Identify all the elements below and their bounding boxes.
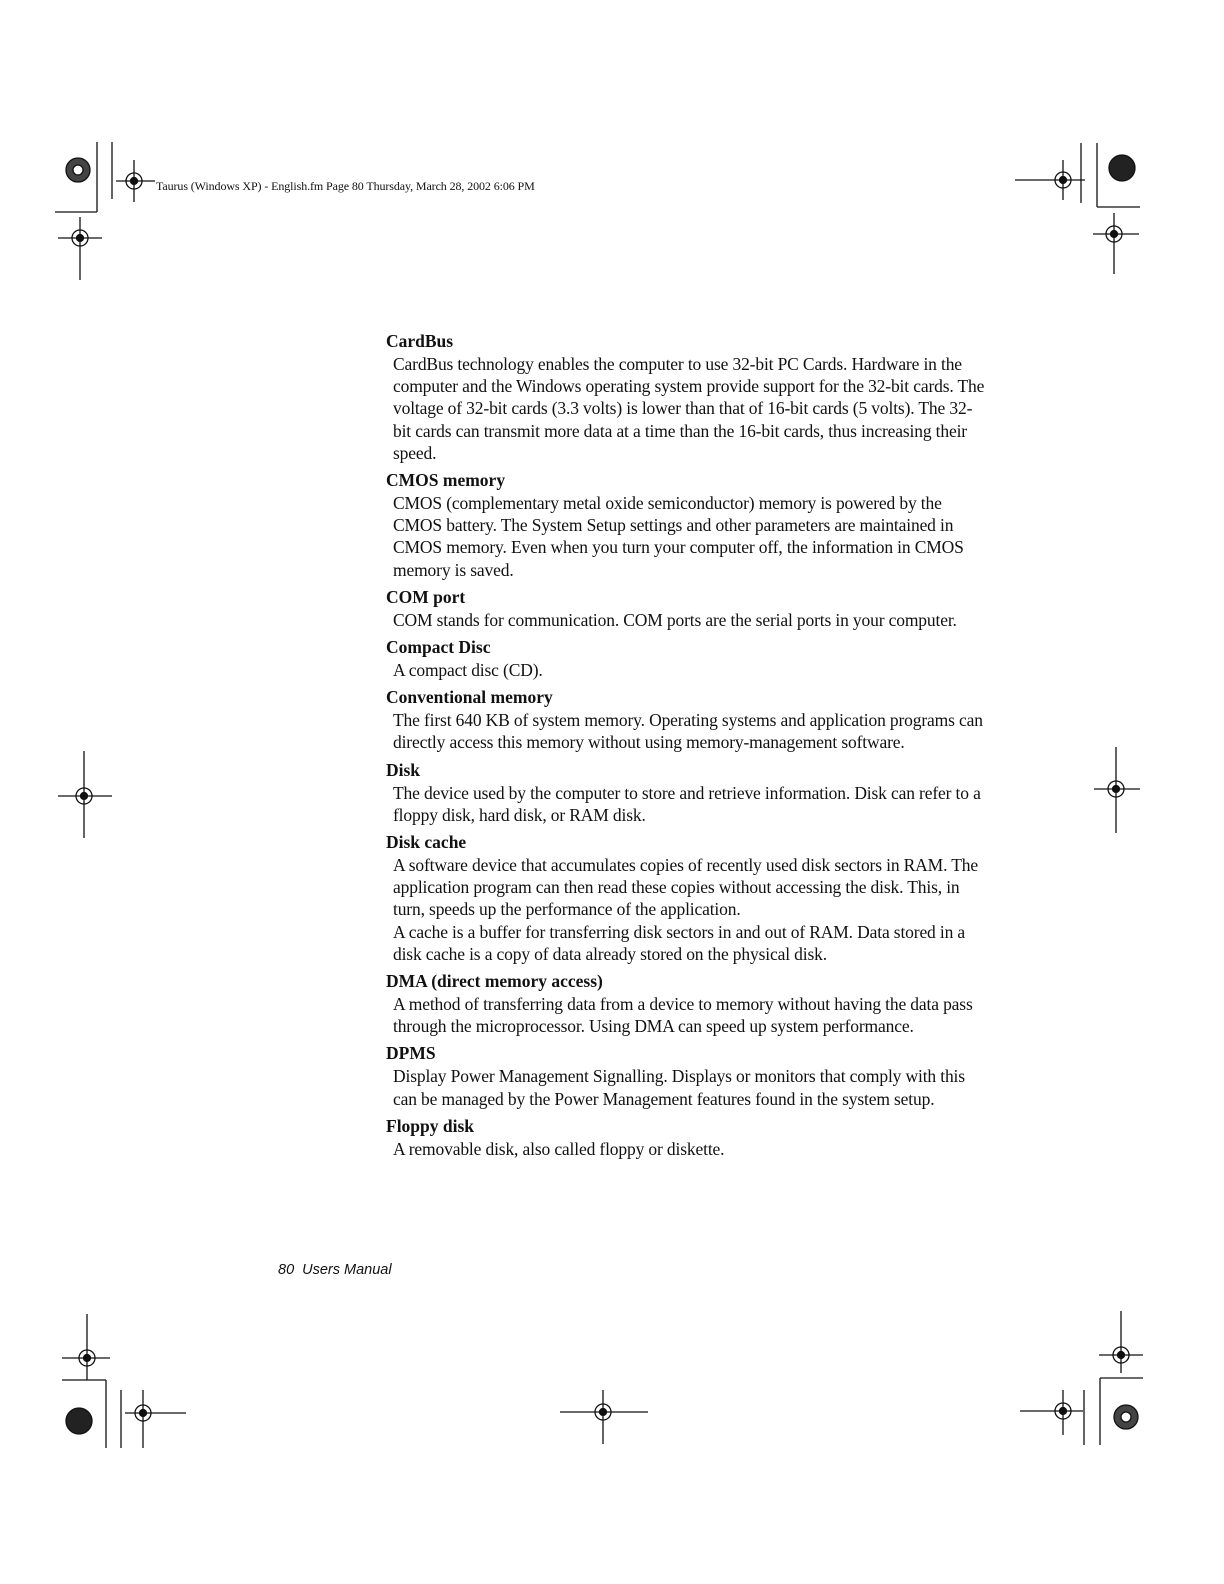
page-footer <box>278 1262 392 1278</box>
solid-circle-mark-icon <box>66 1408 92 1434</box>
glossary-term: CMOS memory <box>386 470 506 491</box>
glossary-definition: CMOS (complementary metal oxide semiconductor) memory is powered by the CMOS battery. The System Setup settings and other parameters are maintained in CMOS memory. Even when you turn your computer off, the information in CMOS memory is saved. <box>393 493 964 580</box>
glossary-entry <box>386 831 986 965</box>
crosshair-icon <box>58 217 102 280</box>
glossary-entry <box>386 1115 986 1160</box>
glossary-definition: COM stands for communication. COM ports are the serial ports in your computer. <box>393 609 957 630</box>
solid-circle-mark-icon <box>1109 155 1135 181</box>
glossary-term: Conventional memory <box>386 687 553 708</box>
glossary-term: DPMS <box>386 1043 436 1064</box>
glossary-entry <box>386 686 986 753</box>
glossary-entry <box>386 1042 986 1109</box>
glossary-list <box>386 330 986 1165</box>
glossary-term: Floppy disk <box>386 1115 475 1136</box>
crosshair-icon <box>1020 1390 1083 1435</box>
page-number: 80 <box>278 1262 295 1278</box>
starburst-mark-icon <box>66 158 90 182</box>
glossary-term: DMA (direct memory access) <box>386 971 603 992</box>
glossary-entry <box>386 586 986 631</box>
glossary-term: Compact Disc <box>386 637 491 658</box>
glossary-definition: A software device that accumulates copies of recently used disk sectors in RAM. The application program can then read these copies without accessing the disk. This, in turn, speeds up the performance of the application. <box>393 855 978 920</box>
glossary-term: Disk cache <box>386 832 467 853</box>
manual-title: Users Manual <box>302 1262 392 1278</box>
glossary-term: COM port <box>386 586 466 607</box>
glossary-term: Disk <box>386 759 421 780</box>
starburst-mark-icon <box>1114 1405 1138 1429</box>
crosshair-icon <box>116 160 155 202</box>
glossary-definition: Display Power Management Signalling. Displays or monitors that comply with this can be managed by the Power Management features found in the system setup. <box>393 1066 965 1109</box>
glossary-definition: CardBus technology enables the computer to use 32-bit PC Cards. Hardware in the computer and the Windows operating system provide support for the 32-bit cards. The voltage of 32-bit cards (3.3 volts) is lower than that of 16-bit cards (5 volts). The 32-bit cards can transmit more data at a time than the 16-bit cards, thus increasing their speed. <box>393 354 985 463</box>
glossary-definition: The device used by the computer to store and retrieve information. Disk can refer to a floppy disk, hard disk, or RAM disk. <box>393 782 981 825</box>
glossary-definition: A cache is a buffer for transferring disk sectors in and out of RAM. Data stored in a disk cache is a copy of data already stored on the physical disk. <box>393 921 966 964</box>
glossary-entry <box>386 970 986 1037</box>
glossary-entry <box>386 759 986 826</box>
glossary-entry <box>386 469 986 581</box>
crosshair-icon <box>58 751 112 838</box>
crosshair-icon <box>125 1390 186 1448</box>
crosshair-icon <box>1015 160 1085 200</box>
glossary-definition: The first 640 KB of system memory. Operating systems and application programs can directly access this memory without using memory-management software. <box>393 710 983 753</box>
glossary-entry <box>386 636 986 681</box>
glossary-entry <box>386 330 986 464</box>
crosshair-icon <box>62 1314 110 1380</box>
glossary-definition: A compact disc (CD). <box>393 660 543 681</box>
crosshair-icon <box>1093 213 1139 274</box>
crosshair-icon <box>560 1390 648 1444</box>
page-slug: Taurus (Windows XP) - English.fm Page 80 Thursday, March 28, 2002 6:06 PM <box>156 179 535 193</box>
crosshair-icon <box>1099 1311 1143 1373</box>
glossary-term: CardBus <box>386 331 454 351</box>
crosshair-icon <box>1094 747 1140 833</box>
glossary-definition: A method of transferring data from a device to memory without having the data pass through the microprocessor. Using DMA can speed up system performance. <box>393 994 973 1037</box>
glossary-definition: A removable disk, also called floppy or diskette. <box>393 1138 725 1159</box>
